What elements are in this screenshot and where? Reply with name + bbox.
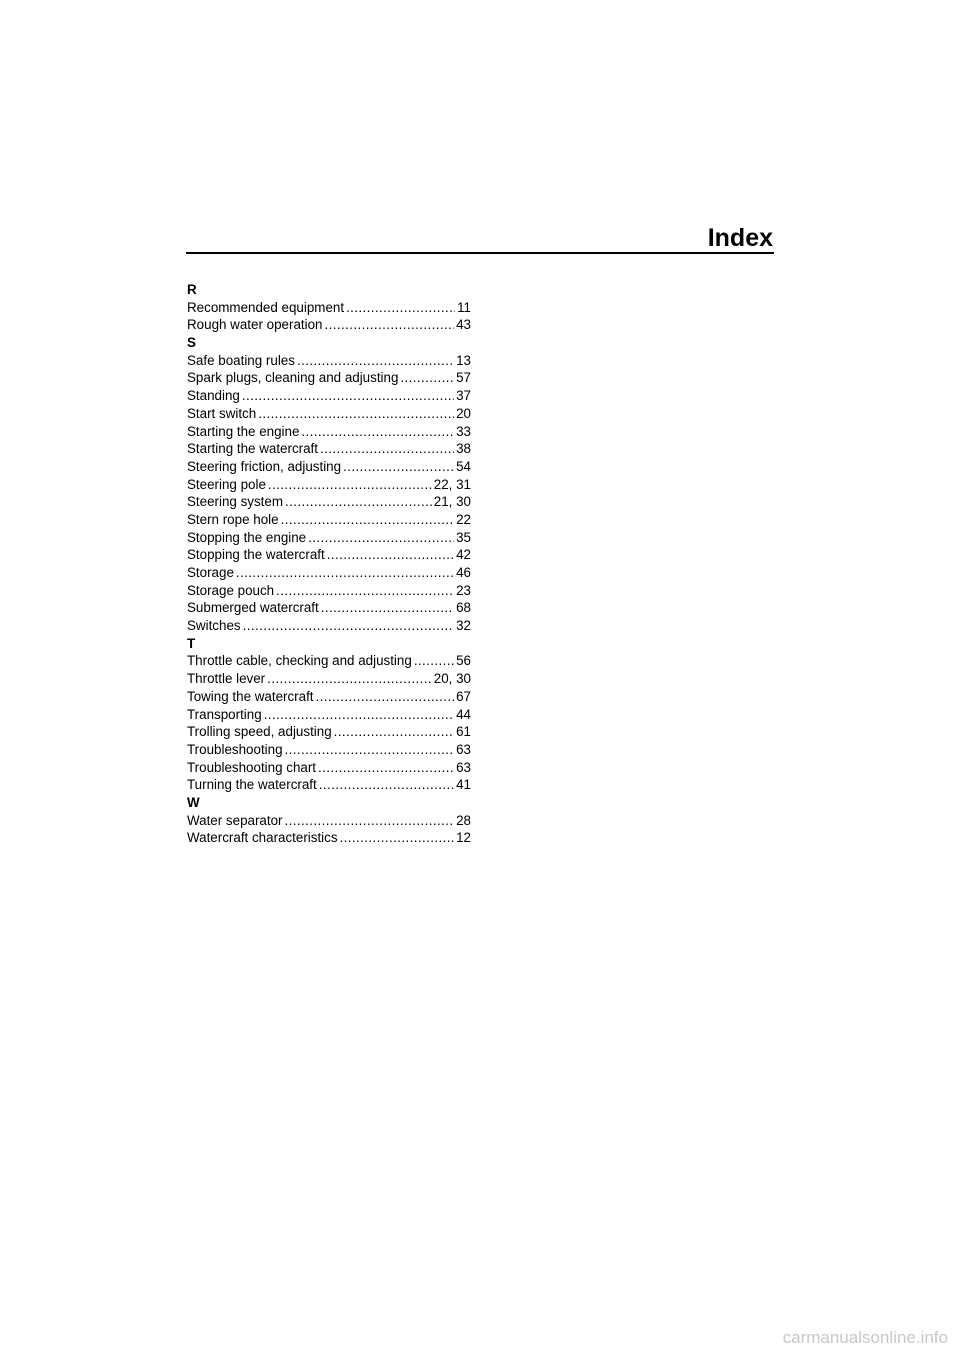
index-entry [187,759,471,777]
page-title: Index [707,224,773,252]
index-entry [187,405,471,423]
index-entry [187,776,471,794]
index-entry [187,529,471,547]
index-entry [187,458,471,476]
index-entry-pages: 21, 30 [433,494,471,510]
index-entry-pages: 32 [456,618,471,634]
dot-leader [301,423,454,441]
index-entry-pages: 68 [456,600,471,616]
index-entry-term: Recommended equipment [187,299,345,315]
index-entry [187,369,471,387]
index-entry-term: Water separator [187,812,283,828]
index-entry [187,493,471,511]
index-entry-pages: 57 [456,370,471,386]
index-entry-pages: 46 [456,565,471,580]
index-entry [187,352,471,370]
index-entry-term: Watercraft characteristics [187,830,338,846]
index-letter-heading: W [187,794,200,810]
index-entry-pages: 22, 31 [433,476,471,492]
dot-leader [343,458,454,476]
dot-leader [318,759,454,777]
index-entry [187,582,471,600]
dot-leader [268,476,432,494]
index-entry-term: Spark plugs, cleaning and adjusting [187,370,399,386]
index-entry-term: Trolling speed, adjusting [187,724,332,740]
index-entry-term: Steering pole [187,476,266,492]
index-entry-pages: 42 [456,547,471,563]
dot-leader [276,582,454,600]
index-entry-pages: 33 [456,423,471,439]
index-entry-term: Transporting [187,706,262,722]
dot-leader [308,529,454,547]
index-entry [187,652,471,670]
index-entry [187,741,471,759]
index-entry-pages: 43 [456,317,471,333]
dot-leader [340,829,455,847]
index-entry [187,440,471,458]
title-rule [186,252,774,254]
index-entry [187,670,471,688]
index-entry-term: Stopping the engine [187,529,307,545]
dot-leader [297,352,454,370]
watermark-text: carmanualsonline.info [782,1328,948,1347]
index-entry-pages: 20, 30 [433,671,471,687]
index-entry-term: Turning the watercraft [187,777,317,793]
index-entry-pages: 67 [456,688,471,704]
index-entry-pages: 35 [456,529,471,545]
dot-leader [346,299,455,317]
index-entry-term: Starting the watercraft [187,441,318,457]
index-entry [187,299,471,317]
index-entry [187,423,471,441]
index-entry-term: Switches [187,618,241,634]
index-entry-pages: 20 [456,405,471,421]
index-entry-pages: 63 [456,741,471,757]
index-entry [187,706,471,724]
index-entry-term: Towing the watercraft [187,688,314,704]
dot-leader [264,706,454,724]
index-entry-term: Storage [187,565,234,580]
index-entry-pages: 56 [456,653,471,669]
index-entry-term: Troubleshooting chart [187,759,317,775]
index-entry-pages: 44 [456,706,471,722]
index-letter-heading: T [187,635,196,651]
index-entry-pages: 63 [456,759,471,775]
index-entry-term: Steering friction, adjusting [187,458,342,474]
dot-leader [400,369,454,387]
dot-leader [243,617,455,635]
index-letter-heading: S [187,335,196,351]
index-entry [187,476,471,494]
index-entry-term: Stern rope hole [187,511,279,527]
index-entry [187,829,471,847]
index-entry-pages: 12 [456,830,471,846]
index-entry [187,546,471,564]
index-entry-term: Safe boating rules [187,352,295,368]
index-entry-pages: 22 [456,511,471,527]
index-entry [187,511,471,529]
index-entry-term: Stopping the watercraft [187,547,325,563]
index-entry-term: Standing [187,388,240,404]
dot-leader [319,776,454,794]
index-entry-pages: 61 [456,724,471,740]
index-entry-pages: 54 [456,458,471,474]
index-entry-pages: 41 [456,777,471,793]
index-entry-pages: 11 [457,299,471,315]
dot-leader [327,546,454,564]
index-entry-pages: 28 [456,812,471,828]
dot-leader [316,688,455,706]
dot-leader [285,741,455,759]
index-entry-pages: 37 [456,388,471,404]
index-entry-term: Start switch [187,405,257,421]
dot-leader [320,440,454,458]
dot-leader [242,387,454,405]
index-entry [187,812,471,830]
index-letter-heading: R [187,282,197,297]
index-entry-term: Troubleshooting [187,741,283,757]
dot-leader [334,723,454,741]
index-column [187,281,471,847]
dot-leader [324,316,454,334]
index-entry-term: Starting the engine [187,423,300,439]
dot-leader [236,564,454,582]
index-entry [187,723,471,741]
index-entry [187,599,471,617]
dot-leader [285,812,455,830]
index-entry [187,564,471,582]
index-entry [187,387,471,405]
dot-leader [414,652,454,670]
index-entry-term: Storage pouch [187,582,275,598]
index-entry [187,688,471,706]
index-entry-term: Steering system [187,494,284,510]
index-entry [187,316,471,334]
index-entry-term: Submerged watercraft [187,600,319,616]
index-entry-pages: 13 [456,352,471,368]
index-entry [187,617,471,635]
index-entry-pages: 23 [456,582,471,598]
dot-leader [267,670,432,688]
dot-leader [321,599,454,617]
dot-leader [258,405,454,423]
dot-leader [285,493,432,511]
index-entry-pages: 38 [456,441,471,457]
dot-leader [281,511,455,529]
index-entry-term: Throttle cable, checking and adjusting [187,653,412,669]
index-entry-term: Rough water operation [187,317,323,333]
index-entry-term: Throttle lever [187,671,266,687]
